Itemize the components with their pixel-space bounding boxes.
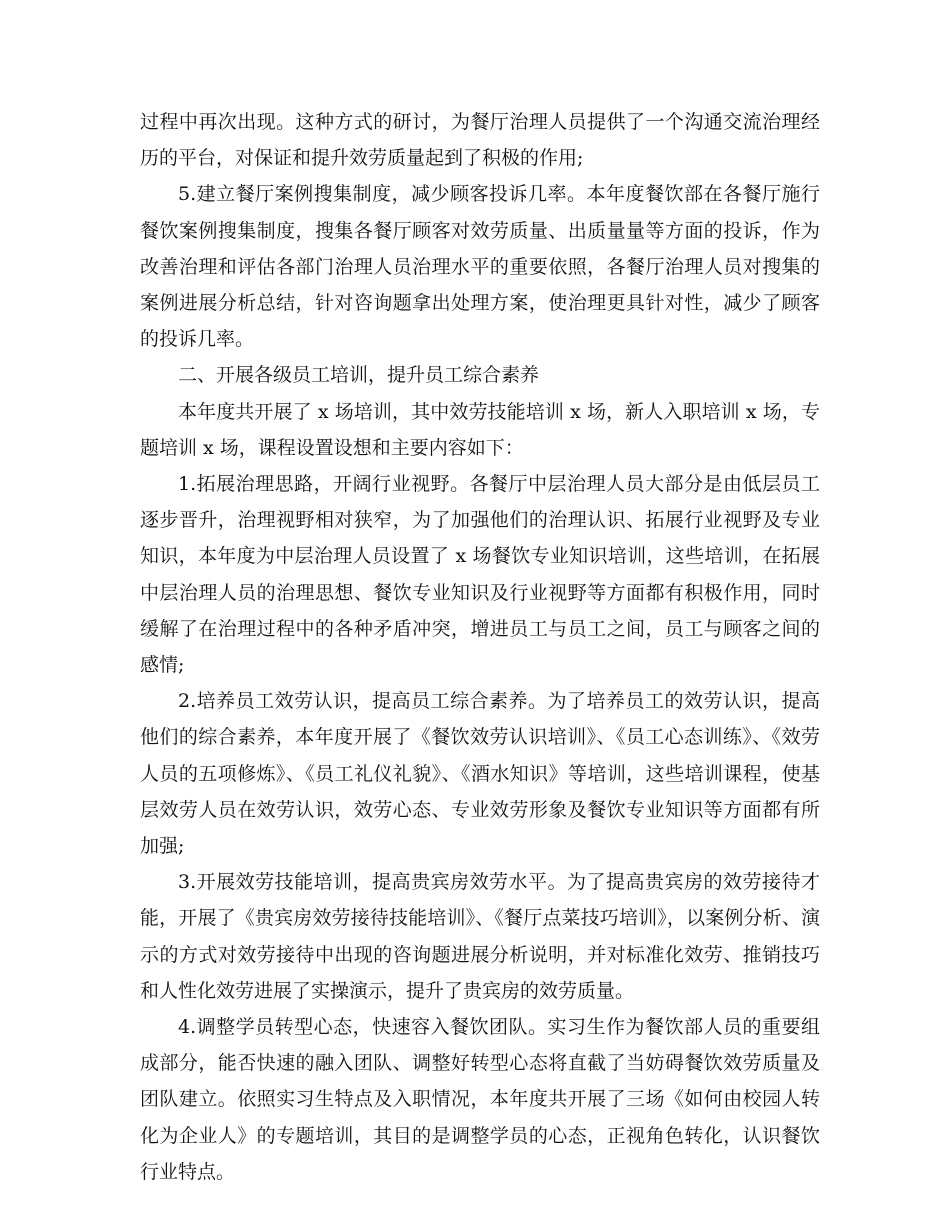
paragraph-intern-mindset: 4.调整学员转型心态，快速容入餐饮团队。实习生作为餐饮部人员的重要组成部分，能否快速的融入团队、调整好转型心态将直截了当妨碍餐饮效劳质量及团队建立。依照实习生特点及入职情况，本年度共开展了三场《如何由校园人转化为企业人》的专题培训，其目的是调整学员的心态，正视角色转化，认识餐饮行业特点。	[140, 1016, 820, 1183]
section-heading-staff-training: 二、开展各级员工培训，提升员工综合素养	[178, 364, 540, 387]
paragraph-management-vision: 1.拓展治理思路，开阔行业视野。各餐厅中层治理人员大部分是由低层员工逐步晋升，治理视野相对狭窄，为了加强他们的治理认识、拓展行业视野及专业知识，本年度为中层治理人员设置了 x 场餐饮专业知识培训，这些培训，在拓展中层治理人员的治理思想、餐饮专业知识及行业视野等方面都有积极作用，同时缓解了在治理过程中的各种矛盾冲突，增进员工与员工之间，员工与顾客之间的感情;	[140, 473, 820, 677]
paragraph-service-skills: 3.开展效劳技能培训，提高贵宾房效劳水平。为了提高贵宾房的效劳接待才能，开展了《贵宾房效劳接待技能培训》、《餐厅点菜技巧培训》，以案例分析、演示的方式对效劳接待中出现的咨询题进展分析说明，并对标准化效劳、推销技巧和人性化效劳进展了实操演示，提升了贵宾房的效劳质量。	[140, 871, 820, 1002]
paragraph-case-collection: 5.建立餐厅案例搜集制度，减少顾客投诉几率。本年度餐饮部在各餐厅施行餐饮案例搜集制度，搜集各餐厅顾客对效劳质量、出质量量等方面的投诉，作为改善治理和评估各部门治理人员治理水平的重要依照，各餐厅治理人员对搜集的案例进展分析总结，针对咨询题拿出处理方案，使治理更具针对性，减少了顾客的投诉几率。	[140, 183, 820, 351]
paragraph-service-awareness: 2.培养员工效劳认识，提高员工综合素养。为了培养员工的效劳认识，提高他们的综合素养，本年度开展了《餐饮效劳认识培训》、《员工心态训练》、《效劳人员的五项修炼》、《员工礼仪礼貌》、《酒水知识》等培训，这些培训课程，使基层效劳人员在效劳认识，效劳心态、专业效劳形象及餐饮专业知识等方面都有所加强;	[140, 690, 820, 858]
paragraph-training-overview: 本年度共开展了 x 场培训，其中效劳技能培训 x 场，新人入职培训 x 场，专题培训 x 场，课程设置设想和主要内容如下：	[140, 400, 820, 459]
paragraph-continuation: 过程中再次出现。这种方式的研讨，为餐厅治理人员提供了一个沟通交流治理经历的平台，对保证和提升效劳质量起到了积极的作用;	[140, 111, 820, 170]
document-body	[140, 104, 820, 1190]
